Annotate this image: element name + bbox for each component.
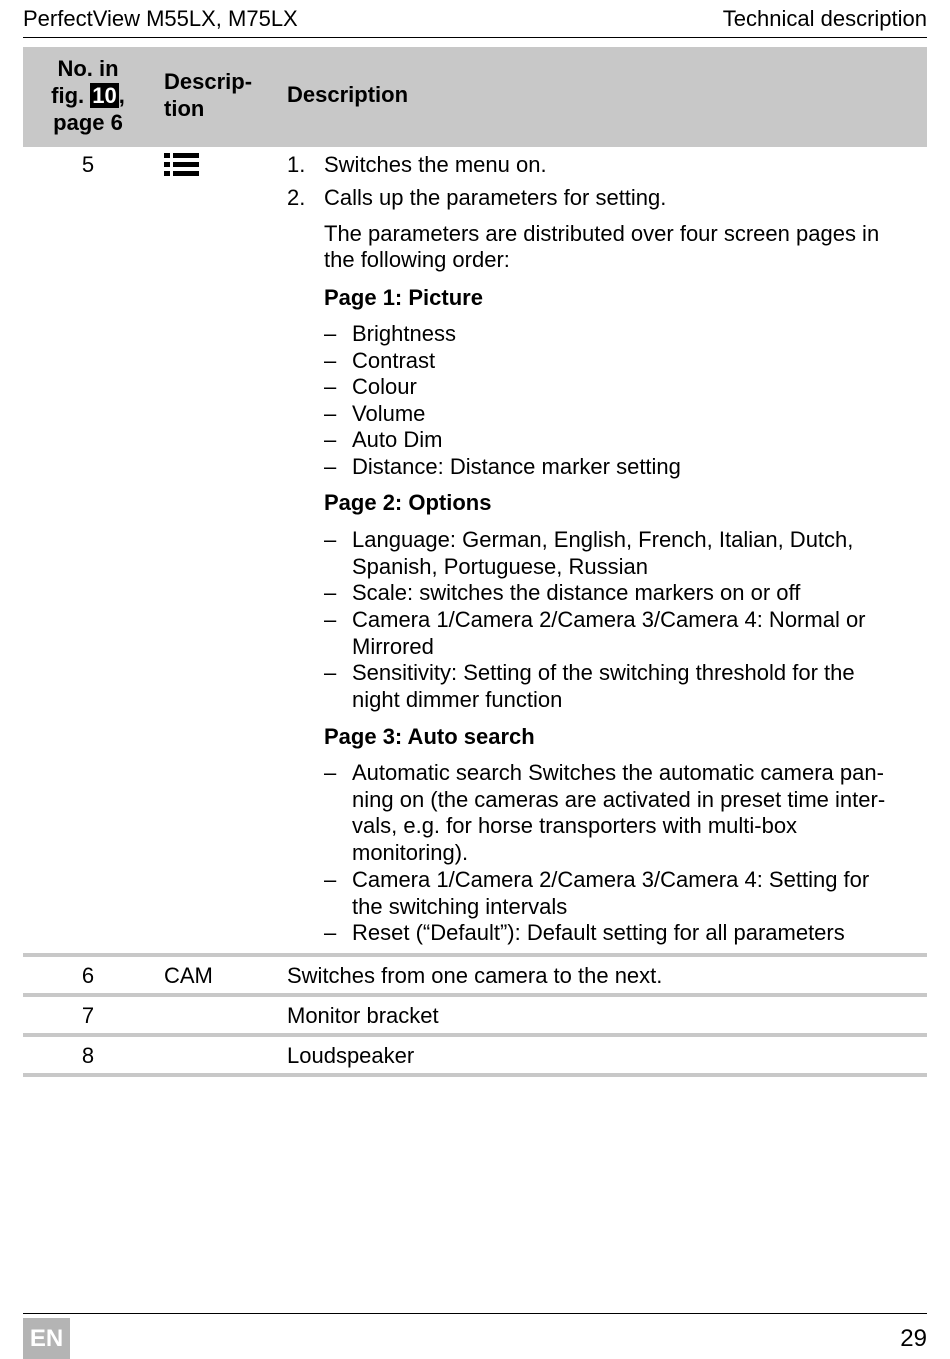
page-header-right: Technical description: [722, 6, 927, 31]
list-item: [352, 660, 932, 713]
step-number: 1.: [287, 152, 306, 177]
list-item-line: Scale: switches the distance markers on or off: [352, 580, 801, 605]
fig-label: fig.: [51, 83, 85, 108]
list-item: Distance: Distance marker setting: [352, 454, 681, 479]
list-item: [352, 867, 932, 920]
list-dash: –: [324, 760, 337, 785]
menu-icon-bar: [173, 171, 199, 176]
menu-icon-bar: [173, 162, 199, 167]
list-item-line: night dimmer function: [352, 686, 563, 712]
fig-comma: ,: [118, 83, 125, 108]
column-header-number: [23, 55, 153, 136]
menu-icon-bullet: [164, 171, 170, 176]
list-item-line: the switching intervals: [352, 893, 568, 919]
list-item: [352, 607, 932, 660]
list-item: Colour: [352, 374, 417, 399]
list-dash: –: [324, 580, 337, 605]
list-item-line: monitoring).: [352, 839, 469, 865]
list-dash: –: [324, 374, 337, 399]
column-header-number-line2: [23, 82, 153, 109]
column-header-number-line1: No. in: [57, 56, 119, 81]
list-item-line: Reset (“Default”): Default setting for all parameters: [352, 920, 845, 945]
list-item: [352, 760, 932, 866]
page1-title: Page 1: Picture: [324, 285, 483, 310]
table-row-7: [23, 997, 927, 1033]
column-header-descrip: [164, 68, 252, 122]
page-header-left: PerfectView M55LX, M75LX: [23, 6, 298, 31]
list-item: [352, 920, 932, 947]
header-rule: [23, 37, 927, 38]
language-badge: EN: [23, 1318, 70, 1359]
menu-list-icon: [164, 153, 200, 177]
list-item-line: Mirrored: [352, 633, 434, 659]
figure-number-badge: 10: [92, 83, 117, 108]
list-item: Volume: [352, 401, 426, 426]
list-dash: –: [324, 427, 337, 452]
list-item-line: Sensitivity: Setting of the switching threshold for the: [352, 660, 855, 685]
intro-text: [324, 221, 879, 273]
menu-icon-bullet: [164, 153, 170, 158]
intro-line: The parameters are distributed over four screen pages in: [324, 221, 880, 246]
list-item: Brightness: [352, 321, 456, 346]
list-item-line: vals, e.g. for horse transporters with multi-box: [352, 813, 798, 838]
list-dash: –: [324, 454, 337, 479]
step-number: 2.: [287, 185, 306, 210]
menu-icon-bar: [173, 153, 199, 158]
row-number: 7: [81, 1003, 95, 1028]
list-item-line: Camera 1/Camera 2/Camera 3/Camera 4: Setting for: [352, 867, 870, 892]
table-row-6: [23, 957, 927, 993]
page2-title: Page 2: Options: [324, 490, 492, 515]
intro-line: the following order:: [324, 247, 510, 272]
list-dash: –: [324, 527, 337, 552]
list-dash: –: [324, 401, 337, 426]
list-item-line: Automatic search Switches the automatic camera pan-: [352, 760, 884, 785]
table-bottom-rule: [23, 1073, 927, 1077]
row-number: 6: [81, 963, 95, 988]
list-dash: –: [324, 607, 337, 632]
list-item-line: ning on (the cameras are activated in preset time inter-: [352, 786, 886, 812]
menu-icon-bullet: [164, 162, 170, 167]
column-header-descrip-line1: Descrip-: [164, 69, 253, 94]
row-description: Switches from one camera to the next.: [287, 963, 663, 988]
row-descrip: CAM: [164, 963, 213, 988]
row-number: 8: [81, 1043, 95, 1068]
step-text: Switches the menu on.: [324, 152, 547, 177]
list-item-line: Camera 1/Camera 2/Camera 3/Camera 4: Normal or: [352, 607, 866, 632]
list-item: [352, 580, 932, 607]
table-row-5: [23, 147, 927, 953]
list-dash: –: [324, 920, 337, 945]
column-header-description: Description: [287, 82, 409, 107]
list-item-line: Language: German, English, French, Italian, Dutch,: [352, 527, 854, 552]
list-dash: –: [324, 321, 337, 346]
list-item: Auto Dim: [352, 427, 443, 452]
page-number: 29: [900, 1325, 927, 1352]
row-description: Loudspeaker: [287, 1043, 415, 1068]
list-item: [352, 527, 932, 580]
row-number: 5: [81, 152, 95, 177]
list-dash: –: [324, 348, 337, 373]
column-header-number-line3: page 6: [53, 110, 123, 135]
page3-title: Page 3: Auto search: [324, 724, 535, 749]
table-row-8: [23, 1037, 927, 1073]
list-dash: –: [324, 867, 337, 892]
footer-rule: [23, 1313, 927, 1314]
column-header-descrip-line2: tion: [164, 96, 205, 121]
list-item: Contrast: [352, 348, 436, 373]
row-description: Monitor bracket: [287, 1003, 439, 1028]
list-item-line: Spanish, Portuguese, Russian: [352, 553, 648, 579]
list-dash: –: [324, 660, 337, 685]
table-header: [23, 47, 927, 147]
step-text: Calls up the parameters for setting.: [324, 185, 667, 210]
